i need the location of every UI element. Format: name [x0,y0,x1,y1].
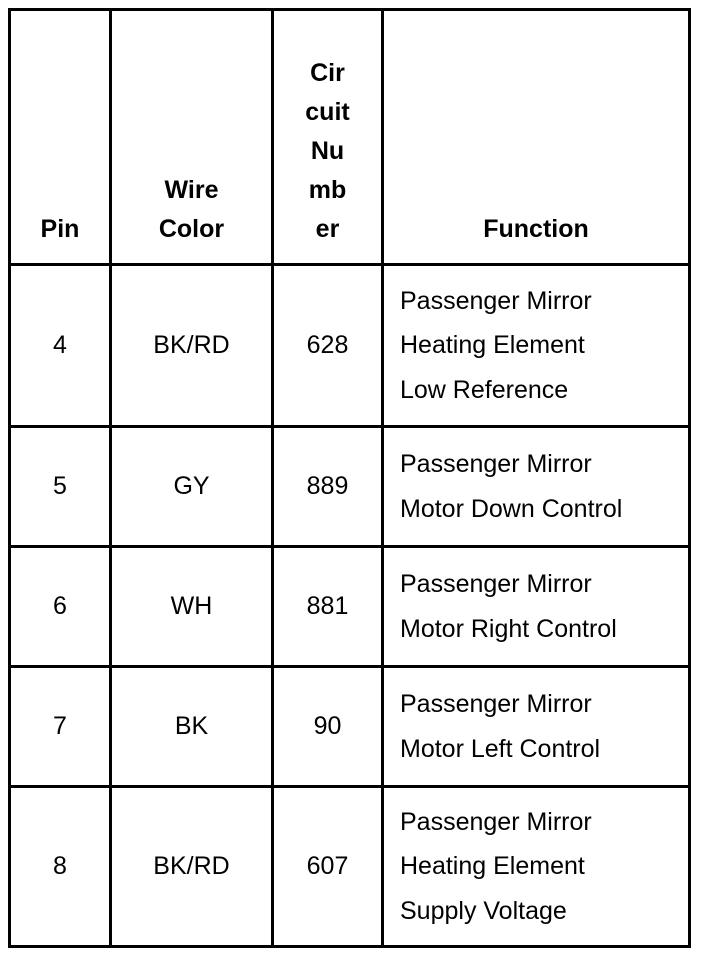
cell-pin: 8 [10,787,111,947]
cell-function [383,667,690,787]
cell-wire-color: BK/RD [111,787,273,947]
function-line: Heating Element [400,331,585,360]
cell-pin: 7 [10,667,111,787]
function-line: Motor Right Control [400,614,617,643]
table-row [10,427,690,547]
connector-pin-table [8,8,691,948]
function-line: Motor Left Control [400,734,601,763]
header-wire-color-line1: Wire [164,176,219,204]
table-row [10,547,690,667]
cell-wire-color: BK/RD [111,265,273,427]
function-line: Motor Down Control [400,494,623,523]
cell-wire-color: WH [111,547,273,667]
cell-circuit: 889 [273,427,383,547]
cell-circuit: 90 [273,667,383,787]
header-pin-label: Pin [40,215,80,243]
header-circuit-line4: mb [308,176,347,204]
header-function-label: Function [483,215,589,243]
table-header-row [10,10,690,265]
cell-pin: 5 [10,427,111,547]
cell-function [383,787,690,947]
cell-wire-color: BK [111,667,273,787]
header-circuit-number [273,10,383,265]
cell-circuit: 881 [273,547,383,667]
function-line: Supply Voltage [400,896,567,925]
cell-circuit: 628 [273,265,383,427]
header-pin [10,10,111,265]
function-line: Heating Element [400,852,585,881]
function-line: Passenger Mirror [400,286,592,315]
header-circuit-line5: er [315,215,340,243]
table-row [10,787,690,947]
header-circuit-line1: Cir [310,59,345,87]
cell-function [383,427,690,547]
header-wire-color [111,10,273,265]
cell-wire-color: GY [111,427,273,547]
table-row [10,667,690,787]
cell-function [383,547,690,667]
header-wire-color-line2: Color [158,215,225,243]
cell-pin: 4 [10,265,111,427]
header-circuit-line2: cuit [305,98,350,126]
header-function [383,10,690,265]
cell-pin: 6 [10,547,111,667]
function-line: Passenger Mirror [400,570,592,598]
table-row [10,265,690,427]
function-line: Passenger Mirror [400,450,592,478]
cell-function [383,265,690,427]
function-line: Passenger Mirror [400,807,592,836]
header-circuit-line3: Nu [310,137,345,165]
function-line: Passenger Mirror [400,690,592,718]
function-line: Low Reference [400,375,569,404]
cell-circuit: 607 [273,787,383,947]
